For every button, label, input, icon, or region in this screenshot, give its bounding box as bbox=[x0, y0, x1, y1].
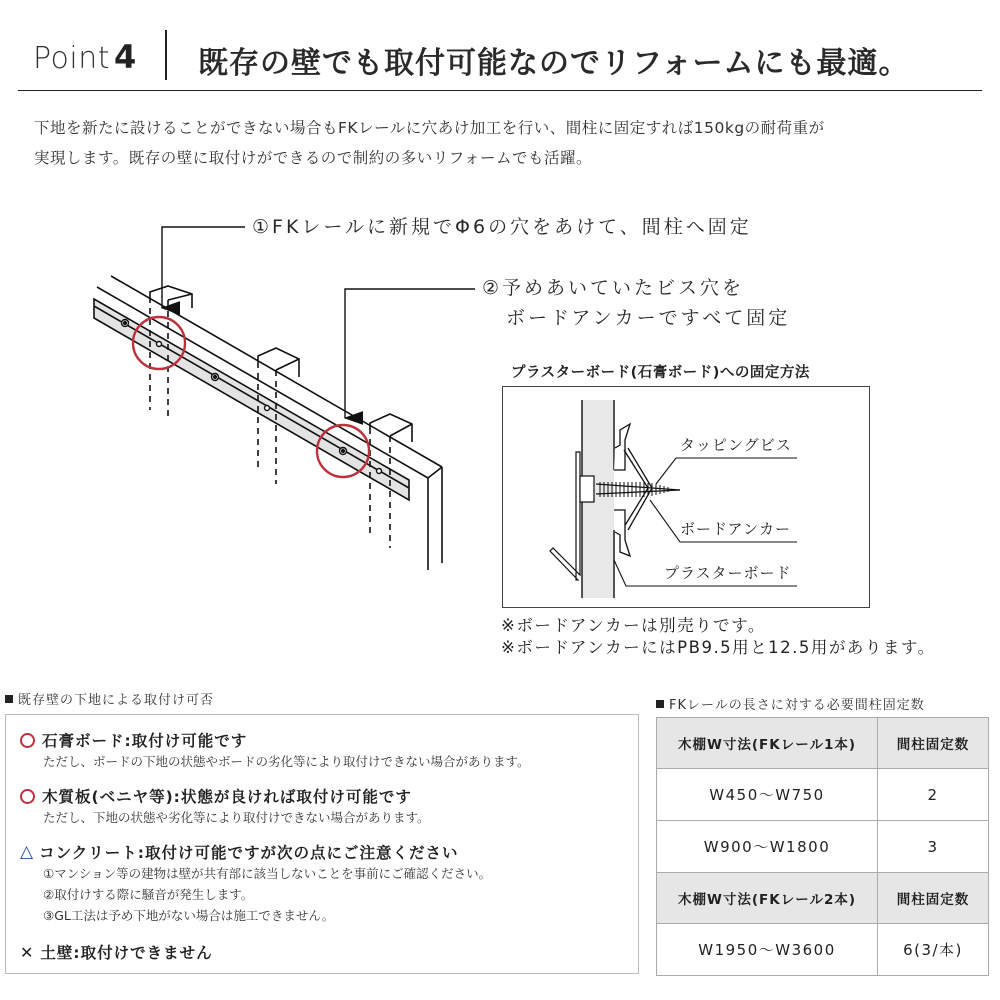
table-header-row bbox=[657, 873, 989, 924]
stud-blocks bbox=[150, 286, 412, 442]
table-cell: W900〜W1800 bbox=[657, 821, 878, 873]
compat-heading-text: 木質板(ベニヤ等):状態が良ければ取付け可能です bbox=[42, 788, 412, 806]
cross-ng-icon: ✕ bbox=[20, 942, 35, 962]
compat-item-concrete bbox=[20, 841, 491, 926]
fk-table-title-text: FKレールの長さに対する必要間柱固定数 bbox=[669, 698, 925, 713]
lead-line-1: 下地を新たに設けることができない場合もFKレールに穴あけ加工を行い、間柱に固定すれば150kgの耐荷重が bbox=[34, 119, 825, 137]
callout-new-hole: ①FKレールに新規でΦ6の穴をあけて、間柱へ固定 bbox=[252, 216, 752, 238]
table-row bbox=[657, 924, 989, 976]
page-header bbox=[18, 28, 982, 92]
note-sold-separately: ※ボードアンカーは別売りです。 bbox=[501, 616, 766, 635]
header-divider bbox=[165, 30, 167, 80]
table-cell: W450〜W750 bbox=[657, 769, 878, 821]
compat-heading bbox=[20, 941, 213, 963]
compat-heading-text: 石膏ボード:取付け可能です bbox=[42, 732, 248, 750]
highlight-circles bbox=[133, 317, 369, 477]
table-header-row bbox=[657, 718, 989, 769]
label-tapping-screw: タッピングビス bbox=[680, 436, 792, 454]
table-row bbox=[657, 821, 989, 873]
table-cell: 3 bbox=[878, 821, 989, 873]
compat-heading-text: コンクリート:取付け可能ですが次の点にご注意ください bbox=[39, 844, 459, 862]
circle-ok-icon bbox=[20, 789, 35, 804]
point-text: Point bbox=[33, 41, 110, 76]
compat-item-gypsum bbox=[20, 729, 530, 772]
table-header-cell: 間柱固定数 bbox=[878, 718, 989, 769]
compat-detail: ただし、下地の状態や劣化等により取付けできない場合があります。 bbox=[43, 810, 430, 825]
table-cell: 6(3/本) bbox=[878, 924, 989, 976]
square-bullet-icon bbox=[5, 695, 13, 703]
triangle-caution-icon: △ bbox=[20, 842, 35, 862]
callout-existing-holes bbox=[482, 273, 790, 333]
compat-detail: ただし、ボードの下地の状態やボードの劣化等により取付けできない場合があります。 bbox=[43, 754, 530, 769]
compat-heading-text: 土壁:取付けできません bbox=[40, 944, 213, 962]
table-header-cell: 間柱固定数 bbox=[878, 873, 989, 924]
label-board-anchor: ボードアンカー bbox=[680, 520, 791, 538]
compat-item-plywood bbox=[20, 785, 430, 828]
anchor-detail-title: プラスターボード(石膏ボード)への固定方法 bbox=[511, 365, 810, 381]
callout-existing-holes-line-1: ②予めあいていたビス穴を bbox=[482, 277, 745, 299]
compat-detail: ①マンション等の建物は壁が共有部に該当しないことを事前にご確認ください。 bbox=[43, 866, 492, 881]
callout-existing-holes-line-2: ボードアンカーですべて固定 bbox=[506, 307, 791, 329]
compat-section-title-text: 既存壁の下地による取付け可否 bbox=[18, 693, 215, 708]
page-title: 既存の壁でも取付可能なのでリフォームにも最適。 bbox=[198, 46, 910, 81]
fk-table-title bbox=[656, 694, 925, 713]
compat-detail: ②取付けする際に騒音が発生します。 bbox=[43, 887, 254, 902]
compat-detail: ③GL工法は予め下地がない場合は施工できません。 bbox=[43, 908, 335, 923]
table-header-cell: 木棚W寸法(FKレール2本) bbox=[657, 873, 878, 924]
header-rule bbox=[18, 90, 982, 91]
lead-line-2: 実現します。既存の壁に取付けができるので制約の多いリフォームでも活躍。 bbox=[34, 149, 592, 167]
fk-stud-table bbox=[656, 717, 989, 976]
point-label bbox=[33, 38, 137, 76]
square-bullet-icon bbox=[656, 700, 664, 708]
table-cell: W1950〜W3600 bbox=[657, 924, 878, 976]
fk-rail bbox=[94, 299, 409, 500]
compat-section-title bbox=[5, 689, 214, 708]
circle-ok-icon bbox=[20, 733, 35, 748]
table-cell: 2 bbox=[878, 769, 989, 821]
compat-heading bbox=[20, 729, 530, 751]
compat-box bbox=[5, 714, 639, 974]
compat-item-earth-wall bbox=[20, 941, 213, 963]
label-plaster-board: プラスターボード bbox=[664, 564, 792, 582]
lead-paragraph bbox=[34, 113, 974, 173]
table-header-cell: 木棚W寸法(FKレール1本) bbox=[657, 718, 878, 769]
table-row bbox=[657, 769, 989, 821]
compat-heading bbox=[20, 785, 430, 807]
compat-heading bbox=[20, 841, 491, 863]
point-number: 4 bbox=[114, 38, 137, 76]
note-anchor-sizes: ※ボードアンカーにはPB9.5用と12.5用があります。 bbox=[501, 638, 936, 657]
